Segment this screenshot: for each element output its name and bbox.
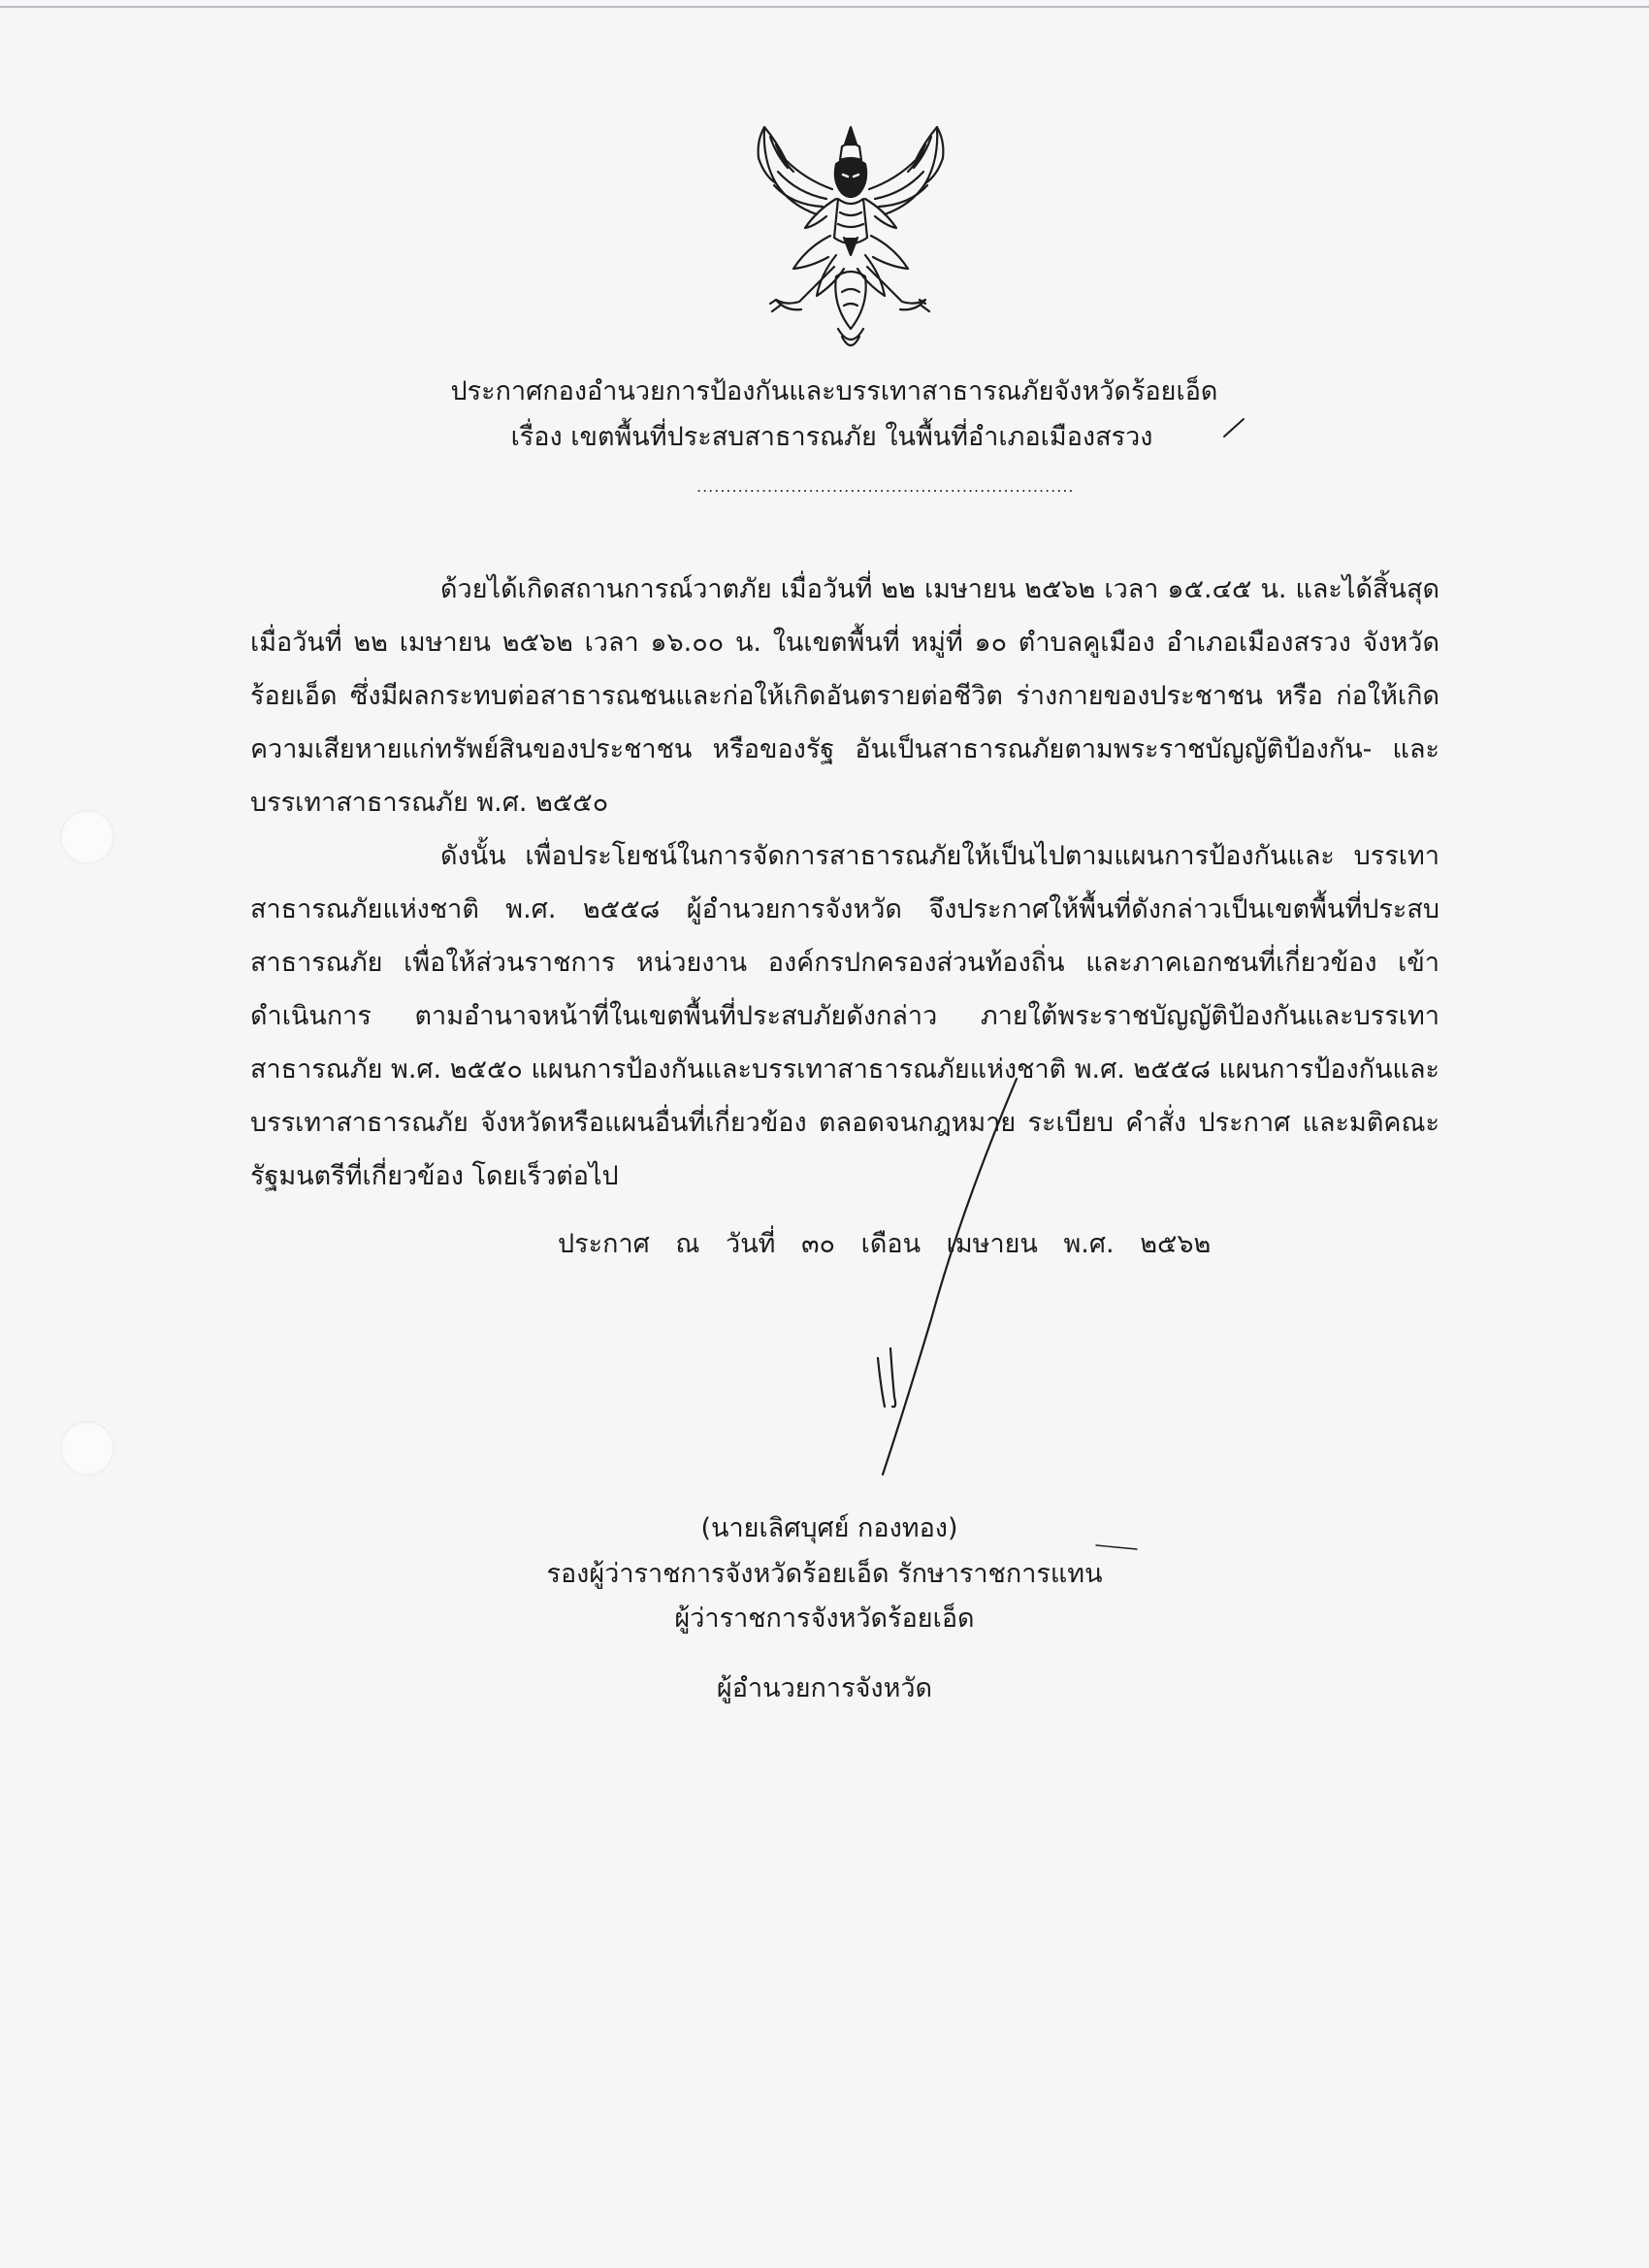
signatory-position-1: รองผู้ว่าราชการจังหวัดร้อยเอ็ด รักษาราชการแทน: [546, 1559, 1103, 1589]
paragraph-1-text: ด้วยได้เกิดสถานการณ์วาตภัย เมื่อวันที่ ๒๒ เมษายน ๒๕๖๒ เวลา ๑๕.๔๕ น. และได้สิ้นสุด เมื่อวันที่ ๒๒ เมษายน ๒๕๖๒ เวลา ๑๖.๐๐ น. ในเขตพื้นที่ หมู่ที่ ๑๐ ตำบลคูเมือง อำเภอเมืองสรวง จังหวัดร้อยเอ็ด ซึ่งมีผลกระทบต่อสาธารณชนและก่อให้เกิดอันตรายต่อชีวิต ร่างกายของประชาชน หรือ ก่อให้เกิดความเสียหายแก่ทรัพย์สินของประชาชน หรือของรัฐ อันเป็นสาธารณภัยตามพระราชบัญญัติป้องกัน- และบรรเทาสาธารณภัย พ.ศ. ๒๕๕๐: [250, 574, 1439, 818]
signatory-position-3: ผู้อำนวยการจังหวัด: [716, 1673, 933, 1703]
announcement-date-line: [558, 1222, 1228, 1264]
signatory-name: (นายเลิศบุศย์ กองทอง): [700, 1513, 958, 1543]
announcement-subject: เรื่อง เขตพื้นที่ประสบสาธารณภัย ในพื้นที่อำเภอเมืองสรวง: [510, 422, 1153, 452]
punch-hole-bottom: [60, 1421, 114, 1475]
garuda-emblem-icon: [747, 121, 955, 359]
body-paragraph-2: [250, 829, 1439, 1203]
paragraph-2-text: ดังนั้น เพื่อประโยชน์ในการจัดการสาธารณภัยให้เป็นไปตามแผนการป้องกันและ บรรเทาสาธารณภัยแห่งชาติ พ.ศ. ๒๕๕๘ ผู้อำนวยการจังหวัด จึงประกาศให้พื้นที่ดังกล่าวเป็นเขตพื้นที่ประสบ สาธารณภัย เพื่อให้ส่วนราชการ หน่วยงาน องค์กรปกครองส่วนท้องถิ่น และภาคเอกชนที่เกี่ยวข้อง เข้าดำเนินการ ตามอำนาจหน้าที่ในเขตพื้นที่ประสบภัยดังกล่าว ภายใต้พระราชบัญญัติป้องกันและบรรเทาสาธารณภัย พ.ศ. ๒๕๕๐ แผนการป้องกันและบรรเทาสาธารณภัยแห่งชาติ พ.ศ. ๒๕๕๘ แผนการป้องกันและบรรเทาสาธารณภัย จังหวัดหรือแผนอื่นที่เกี่ยวข้อง ตลอดจนกฎหมาย ระเบียบ คำสั่ง ประกาศ และมติคณะรัฐมนตรีที่เกี่ยวข้อง โดยเร็วต่อไป: [250, 841, 1439, 1191]
date-year: ๒๕๖๒: [1140, 1229, 1212, 1259]
punch-hole-top: [60, 810, 114, 864]
signature-flourish: [878, 1348, 895, 1407]
body-paragraph-1: [250, 563, 1439, 829]
date-at: ณ: [675, 1229, 700, 1259]
announcement-title: ประกาศกองอำนวยการป้องกันและบรรเทาสาธารณภัยจังหวัดร้อยเอ็ด: [450, 376, 1218, 406]
date-month-label: เดือน: [860, 1229, 922, 1259]
scan-edge-line: [0, 6, 1649, 8]
date-prefix: ประกาศ: [558, 1229, 650, 1259]
signatory-position-2: ผู้ว่าราชการจังหวัดร้อยเอ็ด: [674, 1604, 975, 1634]
date-era-label: พ.ศ.: [1063, 1229, 1115, 1259]
date-month: เมษายน: [946, 1229, 1038, 1259]
date-day: ๓๐: [801, 1229, 835, 1259]
date-day-label: วันที่: [726, 1229, 776, 1259]
title-divider: ................................................................: [696, 477, 1075, 496]
